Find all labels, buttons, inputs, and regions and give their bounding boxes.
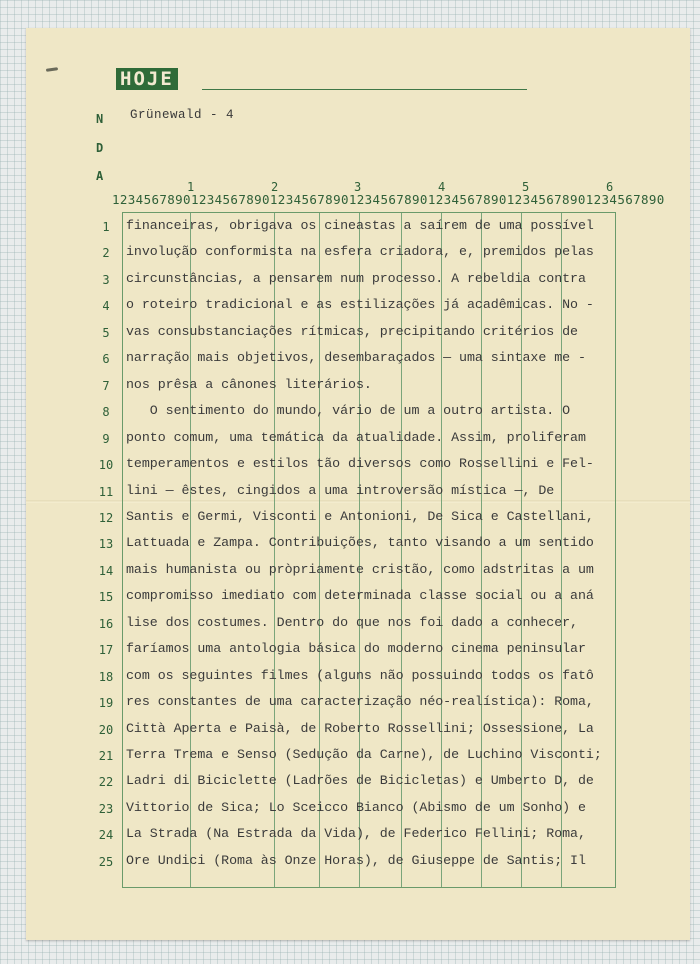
line-number: 19 — [98, 696, 114, 711]
text-line: circunstâncias, a pensarem num processo. A rebeldia contra — [126, 270, 586, 286]
line-number: 20 — [98, 722, 114, 737]
text-line: involução conformista na esfera criadora, e, premidos pelas — [126, 244, 594, 260]
line-number: 1 — [102, 220, 110, 234]
ruler-digits: 1234567890123456789012345678901234567890123456789012345678901234567890 — [112, 192, 665, 207]
text-line: ponto comum, uma temática da atualidade. Assim, proliferam — [126, 429, 586, 445]
line-number: 11 — [98, 484, 114, 499]
text-line: Vittorio de Sica; Lo Sceicco Bianco (Abismo de um Sonho) e — [126, 799, 586, 815]
text-line: com os seguintes filmes (alguns não possuindo todos os fatô — [126, 667, 594, 683]
masthead-title: HOJE — [116, 68, 178, 90]
line-number: 9 — [102, 431, 110, 446]
line-number: 25 — [98, 854, 114, 869]
line-number: 17 — [98, 643, 114, 658]
text-line: Ore Undici (Roma às Onze Horas), de Giuseppe de Santis; Il — [126, 852, 586, 868]
text-line: Santis e Germi, Visconti e Antonioni, De Sica e Castellani, — [126, 508, 594, 524]
ruler-ten-4: 4 — [438, 180, 446, 194]
line-number: 5 — [102, 325, 110, 340]
text-line: Ladri di Biciclette (Ladrões de Bicicletas) e Umberto D, de — [126, 773, 594, 789]
line-number: 16 — [98, 616, 114, 631]
line-number: 15 — [98, 590, 114, 605]
text-line: faríamos uma antologia básica do moderno cinema peninsular — [126, 641, 586, 657]
text-line: vas consubstanciações rítmicas, precipitando critérios de — [126, 323, 578, 339]
text-line: financeiras, obrigava os cineastas a saírem de uma possível — [126, 218, 594, 233]
pen-mark — [46, 67, 58, 72]
line-number: 10 — [98, 458, 114, 473]
text-line: Terra Trema e Senso (Sedução da Carne), de Luchino Visconti; — [126, 747, 602, 762]
line-number: 4 — [102, 299, 110, 314]
line-number: 8 — [102, 405, 110, 420]
line-number: 24 — [98, 828, 114, 843]
text-line: lini — êstes, cingidos a uma introversão mística —, De — [126, 482, 555, 498]
text-line: nos prêsa a cânones literários. — [126, 376, 372, 392]
text-line: La Strada (Na Estrada da Vida), de Federico Fellini; Roma, — [126, 826, 586, 842]
ruler-ten-6: 6 — [606, 180, 614, 194]
text-line: mais humanista ou pròpriamente cristão, como adstritas a um — [126, 561, 594, 577]
line-number: 22 — [98, 775, 114, 790]
label-a: A — [96, 169, 104, 183]
text-line: narração mais objetivos, desembaraçados — uma sintaxe me - — [126, 350, 586, 366]
text-line: Lattuada e Zampa. Contribuições, tanto visando a um sentido — [126, 535, 594, 551]
text-line: lise dos costumes. Dentro do que nos foi dado a conhecer, — [126, 614, 578, 630]
line-number: 18 — [98, 669, 114, 684]
masthead-rule — [202, 89, 527, 90]
text-line: O sentimento do mundo, vário de um a outro artista. O — [126, 403, 571, 419]
line-number: 23 — [98, 801, 114, 816]
ruler-ten-3: 3 — [354, 180, 362, 194]
text-line: compromisso imediato com determinada classe social ou a aná — [126, 588, 594, 604]
line-number: 3 — [102, 272, 110, 287]
line-number: 14 — [98, 563, 114, 578]
ruler-ten-1: 1 — [187, 180, 195, 194]
line-number: 7 — [102, 378, 110, 393]
line-number: 2 — [102, 246, 110, 261]
line-number: 13 — [98, 537, 114, 552]
text-line: Città Aperta e Paisà, de Roberto Rossellini; Ossessione, La — [126, 720, 594, 736]
ruler-ten-5: 5 — [522, 180, 530, 194]
text-line: temperamentos e estilos tão diversos como Rossellini e Fel- — [126, 456, 594, 472]
author-line: Grünewald - 4 — [130, 108, 235, 122]
label-n: N — [96, 112, 104, 126]
ruler-ten-2: 2 — [271, 180, 279, 194]
line-number: 21 — [98, 749, 114, 763]
line-number: 6 — [102, 352, 110, 367]
typescript-page — [26, 28, 690, 940]
text-line: o roteiro tradicional e as estilizações já acadêmicas. No - — [126, 297, 594, 313]
text-line: res constantes de uma caracterização néo-realística): Roma, — [126, 694, 594, 710]
line-number: 12 — [98, 510, 114, 525]
label-d: D — [96, 141, 104, 155]
